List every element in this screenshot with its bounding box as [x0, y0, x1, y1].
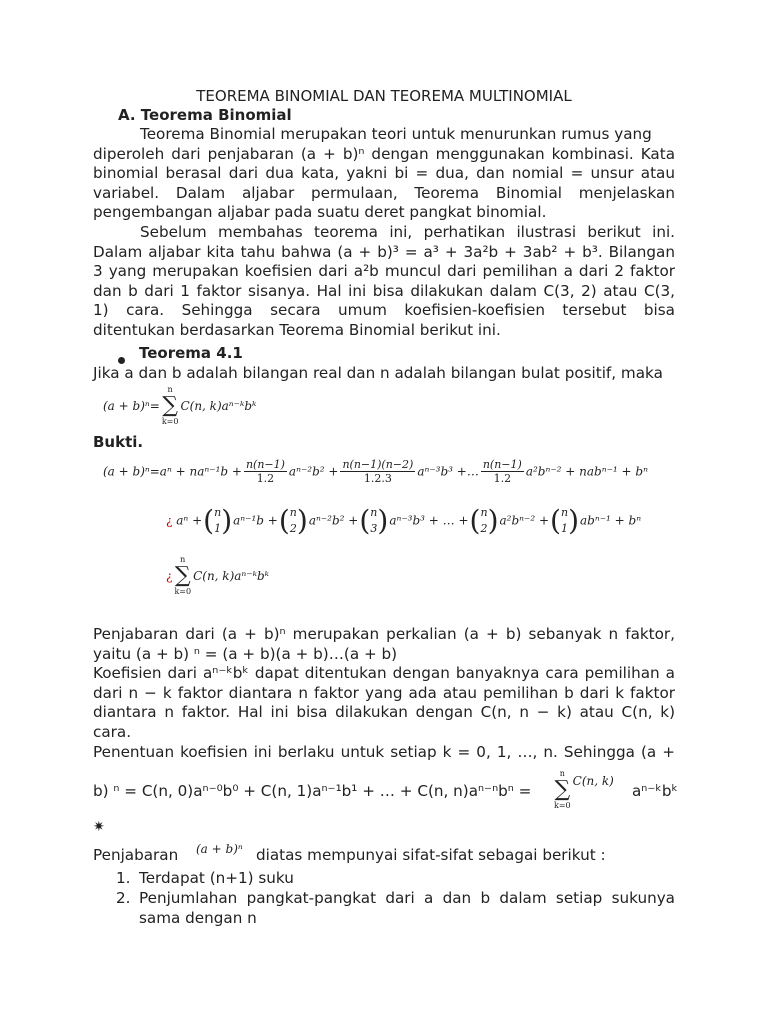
list-item-number: 2. — [116, 889, 131, 907]
sigma-lower: k=0 — [174, 587, 192, 596]
binom-bottom: 1 — [214, 521, 222, 535]
fraction — [244, 458, 287, 485]
proof-term: C(n, k)aⁿ⁻ᵏbᵏ — [193, 569, 270, 583]
star-icon: ✷ — [93, 819, 105, 835]
formula-lhs: (a + b)ⁿ= — [103, 399, 160, 413]
sigma-upper: n — [559, 769, 565, 778]
binom-top: n — [289, 505, 297, 519]
binom-top: n — [560, 505, 569, 519]
binom-bottom: 2 — [480, 521, 488, 535]
para1-line: binomial berasal dari dua kata, yakni bi = dua, dan nomial = unsur atau — [93, 164, 675, 183]
fraction-denominator: 1.2.3 — [363, 472, 392, 485]
binomial-coefficient: ( n 1 ) — [203, 504, 233, 537]
fraction — [340, 458, 415, 485]
proof-line-3 — [166, 554, 269, 598]
para3-line: Penjabaran dari (a + b)ⁿ merupakan perkalian (a + b) sebanyak n faktor, — [93, 625, 675, 643]
props-intro-left: Penjabaran — [93, 846, 179, 864]
inline-sum — [552, 768, 614, 812]
list-item-line: Penjumlahan pangkat-pangkat dari a dan b dalam setiap sukunya — [139, 889, 675, 907]
section-heading-a: A. Teorema Binomial — [118, 106, 292, 124]
proof-line-2 — [166, 504, 641, 537]
glitch-glyph: ¿ — [166, 569, 173, 583]
proof-term: aⁿ⁻²b² + — [288, 464, 339, 479]
para1-line: variabel. Dalam aljabar permulaan, Teorema Binomial menjelaskan — [93, 183, 675, 202]
paragraph-explanation — [93, 625, 675, 762]
sigma-symbol — [162, 384, 179, 428]
proof-term: aⁿ + — [176, 513, 203, 528]
theorem-label: Teorema 4.1 — [139, 344, 243, 362]
proof-term: aⁿ⁻¹b + — [233, 513, 278, 528]
para3-line: dari n − k faktor diantara n faktor yang ada atau pemilihan b dari k faktor — [93, 683, 675, 702]
para2-line: 1) cara. Sehingga secara umum koefisien-koefisien tersebut bisa — [93, 301, 675, 320]
fraction-denominator: 1.2 — [493, 472, 512, 485]
binom-top: n — [214, 505, 222, 519]
proof-term: C(n, k) — [572, 774, 614, 788]
binomial-coefficient: ( n 3 ) — [359, 504, 389, 537]
expression: (a + b)ⁿ — [196, 842, 243, 856]
theorem-formula — [103, 384, 256, 428]
sigma-lower: k=0 — [161, 417, 179, 426]
sigma-upper: n — [180, 555, 186, 564]
props-intro-right: diatas mempunyai sifat-sifat sebagai berikut : — [256, 846, 606, 864]
list-item-text: Terdapat (n+1) suku — [139, 869, 294, 887]
para1-line: diperoleh dari penjabaran (a + b)ⁿ dengan menggunakan kombinasi. Kata — [93, 144, 675, 163]
binomial-coefficient: ( n 2 ) — [278, 504, 308, 537]
fraction — [481, 458, 524, 485]
para2-line: ditentukan berdasarkan Teorema Binomial berikut ini. — [93, 320, 501, 339]
para3-last-line: b) ⁿ = C(n, 0)aⁿ⁻⁰b⁰ + C(n, 1)aⁿ⁻¹b¹ + … + C(n, n)aⁿ⁻ⁿbⁿ = — [93, 782, 532, 800]
proof-term: (a + b)ⁿ=aⁿ + naⁿ⁻¹b + — [103, 464, 242, 479]
para2-line: 3 yang merupakan koefisien dari a²b muncul dari pemilihan a dari 2 faktor — [93, 262, 675, 281]
binomial-coefficient: ( n 2 ) — [469, 504, 499, 537]
theorem-statement: Jika a dan b adalah bilangan real dan n adalah bilangan bulat positif, maka — [93, 364, 663, 382]
binom-top: n — [480, 505, 488, 519]
binomial-coefficient: ( n 1 ) — [550, 504, 579, 537]
fraction-numerator: n(n−1) — [245, 458, 285, 471]
sigma-glyph: ∑ — [174, 563, 191, 588]
proof-line-1 — [103, 458, 648, 485]
para3-line: diantara n faktor. Hal ini bisa dilakukan dengan C(n, n − k) atau C(n, k) — [93, 703, 675, 722]
proof-term: a²bⁿ⁻² + — [499, 513, 550, 528]
sigma-lower: k=0 — [554, 801, 571, 810]
para3-line: Penentuan koefisien ini berlaku untuk setiap k = 0, 1, …, n. Sehingga (a + — [93, 742, 675, 761]
list-item-line: sama dengan n — [139, 908, 257, 927]
proof-term: aⁿ⁻²b² + — [308, 513, 359, 528]
fraction-numerator: n(n−1) — [482, 458, 522, 471]
sigma-glyph: ∑ — [162, 393, 178, 418]
para3-line: Koefisien dari aⁿ⁻ᵏbᵏ dapat ditentukan dengan banyaknya cara pemilihan a — [93, 664, 675, 683]
proof-term: abⁿ⁻¹ + bⁿ — [580, 513, 642, 528]
paragraph-intro — [93, 125, 675, 223]
para2-line: Dalam aljabar kita tahu bahwa (a + b)³ = a³ + 3a²b + 3ab² + b³. Bilangan — [93, 242, 675, 261]
list-item-number: 1. — [116, 869, 131, 887]
glitch-glyph: ¿ — [166, 513, 173, 528]
para3-line: cara. — [93, 722, 132, 741]
sigma-upper: n — [167, 385, 173, 394]
para2-line: Sebelum membahas teorema ini, perhatikan ilustrasi berikut ini. — [140, 223, 675, 241]
bullet-icon — [118, 357, 125, 364]
binom-top: n — [370, 505, 378, 519]
para3-line: yaitu (a + b) ⁿ = (a + b)(a + b)…(a + b) — [93, 644, 398, 663]
fraction-denominator: 1.2 — [256, 472, 275, 485]
page-title: TEOREMA BINOMIAL DAN TEOREMA MULTINOMIAL — [196, 87, 572, 105]
proof-label: Bukti. — [93, 433, 144, 451]
binom-bottom: 1 — [561, 521, 569, 535]
para1-line: Teorema Binomial merupakan teori untuk menurunkan rumus yang — [140, 125, 652, 143]
para2-line: dan b dari 1 faktor sisanya. Hal ini bisa dilakukan dalam C(3, 2) atau C(3, — [93, 281, 675, 300]
proof-term: a²bⁿ⁻² + nabⁿ⁻¹ + bⁿ — [525, 464, 648, 479]
para3-last-suffix: aⁿ⁻ᵏbᵏ — [632, 782, 678, 800]
fraction-numerator: n(n−1)(n−2) — [342, 458, 414, 471]
formula-rhs: C(n, k)aⁿ⁻ᵏbᵏ — [180, 399, 257, 413]
binom-bottom: 3 — [370, 521, 378, 535]
binom-bottom: 2 — [289, 521, 297, 535]
sigma-symbol — [174, 554, 191, 598]
sigma-glyph: ∑ — [554, 777, 571, 802]
props-expression — [196, 842, 243, 856]
sigma-symbol — [554, 768, 571, 812]
proof-term: aⁿ⁻³b³ +… — [417, 464, 479, 479]
para1-line: pengembangan aljabar pada suatu deret pangkat binomial. — [93, 203, 547, 222]
proof-term: aⁿ⁻³b³ + … + — [389, 513, 469, 528]
paragraph-illustration — [93, 223, 675, 341]
list-item-text — [139, 889, 675, 928]
